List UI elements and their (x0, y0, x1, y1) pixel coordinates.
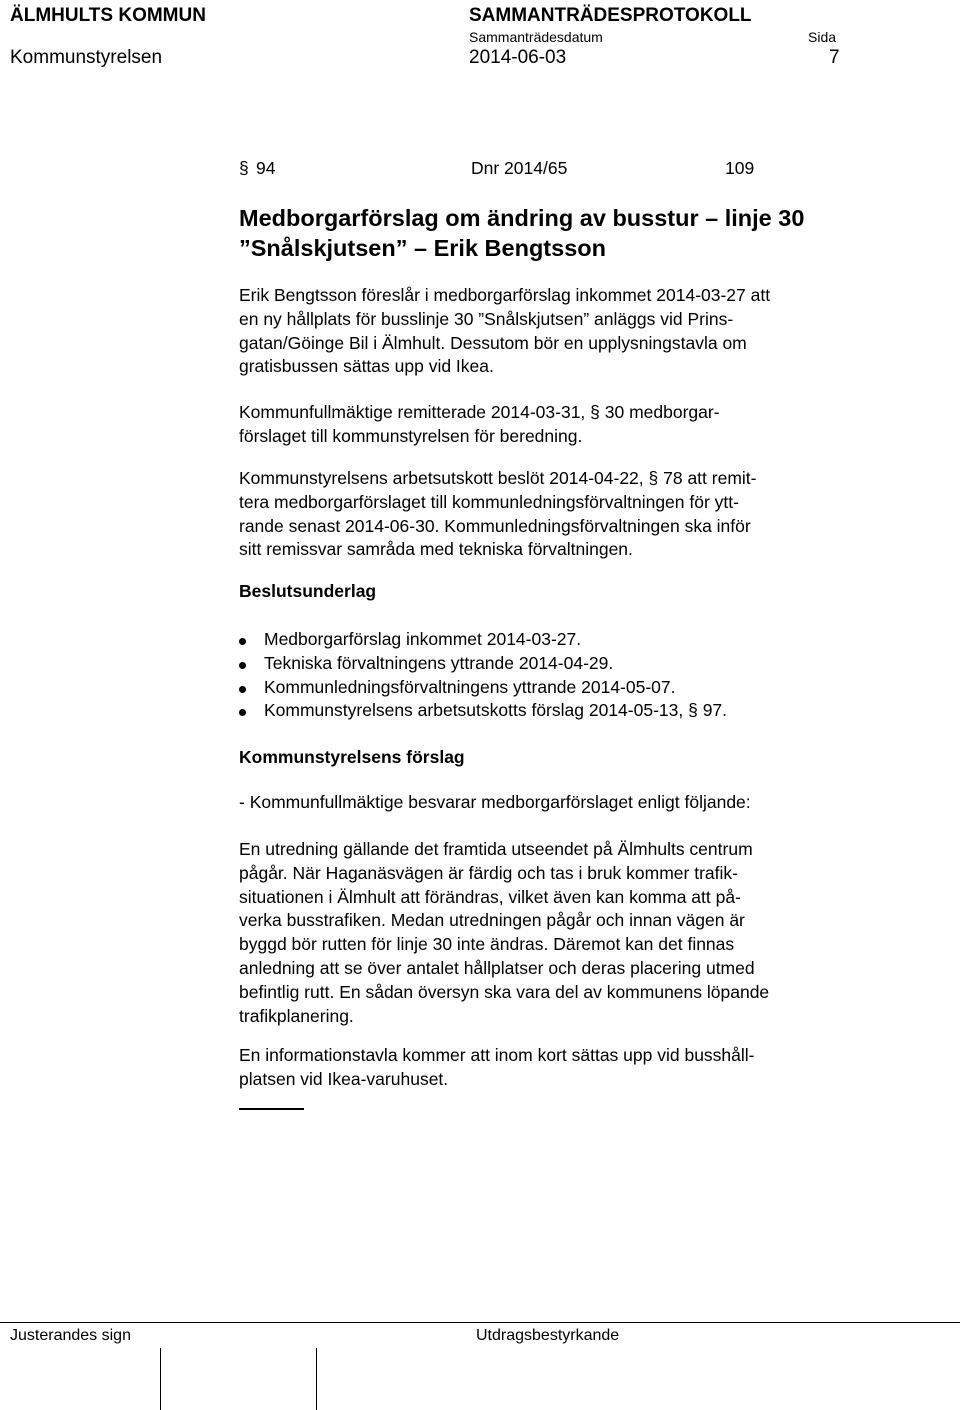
text-line: tera medborgarförslaget till kommunledningsförvaltningen för ytt- (239, 491, 739, 512)
paragraph-referral (239, 401, 859, 449)
municipality-name: ÄLMHULTS KOMMUN (10, 5, 206, 26)
page-label: Sida (808, 29, 837, 45)
date-label: Sammanträdesdatum (469, 29, 603, 45)
page-number: 7 (829, 47, 840, 68)
list-item-text: Tekniska förvaltningens yttrande 2014-04-29. (264, 652, 614, 673)
text-line: En informationstavla kommer att inom kort sättas upp vid busshåll- (239, 1045, 755, 1065)
text-line: sitt remissvar samråda med tekniska förvaltningen. (239, 539, 633, 560)
paragraph-answer (239, 838, 859, 1028)
text-line: En utredning gällande det framtida utseendet på Älmhults centrum (239, 839, 753, 859)
text-line: pågår. När Haganäsvägen är färdig och tas i bruk kommer trafik- (239, 862, 738, 883)
body-name: Kommunstyrelsen (10, 47, 163, 68)
footer-divider (0, 1322, 960, 1323)
list-item-text: Kommunledningsförvaltningens yttrande 2014-05-07. (264, 676, 676, 697)
bullet-icon (239, 709, 246, 716)
ref-number: 109 (725, 158, 755, 178)
footer-sign-label: Justerandes sign (10, 1327, 131, 1344)
text-line: Kommunstyrelsens arbetsutskott beslöt 2014-04-22, § 78 att remit- (239, 468, 757, 488)
protocol-title: SAMMANTRÄDESPROTOKOLL (469, 5, 752, 26)
list-item-text: Medborgarförslag inkommet 2014-03-27. (264, 629, 582, 649)
text-line: befintlig rutt. En sådan översyn ska vara del av kommunens löpande (239, 981, 770, 1002)
heading-basis: Beslutsunderlag (239, 581, 377, 601)
case-title (239, 203, 804, 263)
section-number: 94 (256, 158, 276, 178)
text-line: verka busstrafiken. Medan utredningen pågår och innan vägen är (239, 910, 745, 931)
paragraph-info-board (239, 1044, 859, 1092)
text-line: rande senast 2014-06-30. Kommunledningsförvaltningen ska inför (239, 515, 751, 536)
list-item-text: Kommunstyrelsens arbetsutskotts förslag 2014-05-13, § 97. (264, 700, 728, 721)
title-line: ”Snålskjutsen” – Erik Bengtsson (239, 235, 606, 261)
text-line: - Kommunfullmäktige besvarar medborgarförslaget enligt följande: (239, 792, 751, 812)
bullet-icon (239, 686, 246, 693)
section-symbol: § (239, 158, 249, 178)
paragraph-decision-intro (239, 791, 859, 815)
meeting-date: 2014-06-03 (469, 47, 567, 68)
text-line: Kommunfullmäktige remitterade 2014-03-31, § 30 medborgar- (239, 402, 720, 422)
text-line: situationen i Älmhult att förändras, vilket även kan komma att på- (239, 886, 741, 907)
text-line: förslaget till kommunstyrelsen för beredning. (239, 425, 583, 446)
title-line: Medborgarförslag om ändring av busstur – linje 30 (239, 205, 805, 231)
text-line: anledning att se över antalet hållplatser och deras placering utmed (239, 957, 755, 978)
footer-extract-label: Utdragsbestyrkande (476, 1327, 620, 1344)
text-line: gratisbussen sättas upp vid Ikea. (239, 356, 494, 377)
text-line: en ny hållplats för busslinje 30 ”Snålskjutsen” anläggs vid Prins- (239, 308, 734, 329)
section-end-rule (239, 1108, 304, 1110)
text-line: platsen vid Ikea-varuhuset. (239, 1068, 449, 1089)
text-line: byggd bör rutten för linje 30 inte ändras. Däremot kan det finnas (239, 934, 735, 955)
section-row (239, 158, 779, 184)
paragraph-proposal (239, 284, 859, 379)
paragraph-committee (239, 467, 859, 562)
signature-box-divider (316, 1348, 317, 1410)
text-line: gatan/Göinge Bil i Älmhult. Dessutom bör en upplysningstavla om (239, 332, 747, 353)
bullet-icon (239, 662, 246, 669)
text-line: Erik Bengtsson föreslår i medborgarförslag inkommet 2014-03-27 att (239, 285, 771, 305)
signature-box-divider (160, 1348, 161, 1410)
heading-proposal: Kommunstyrelsens förslag (239, 747, 465, 767)
dnr: Dnr 2014/65 (471, 158, 568, 178)
bullet-icon (239, 638, 246, 645)
text-line: trafikplanering. (239, 1005, 354, 1026)
